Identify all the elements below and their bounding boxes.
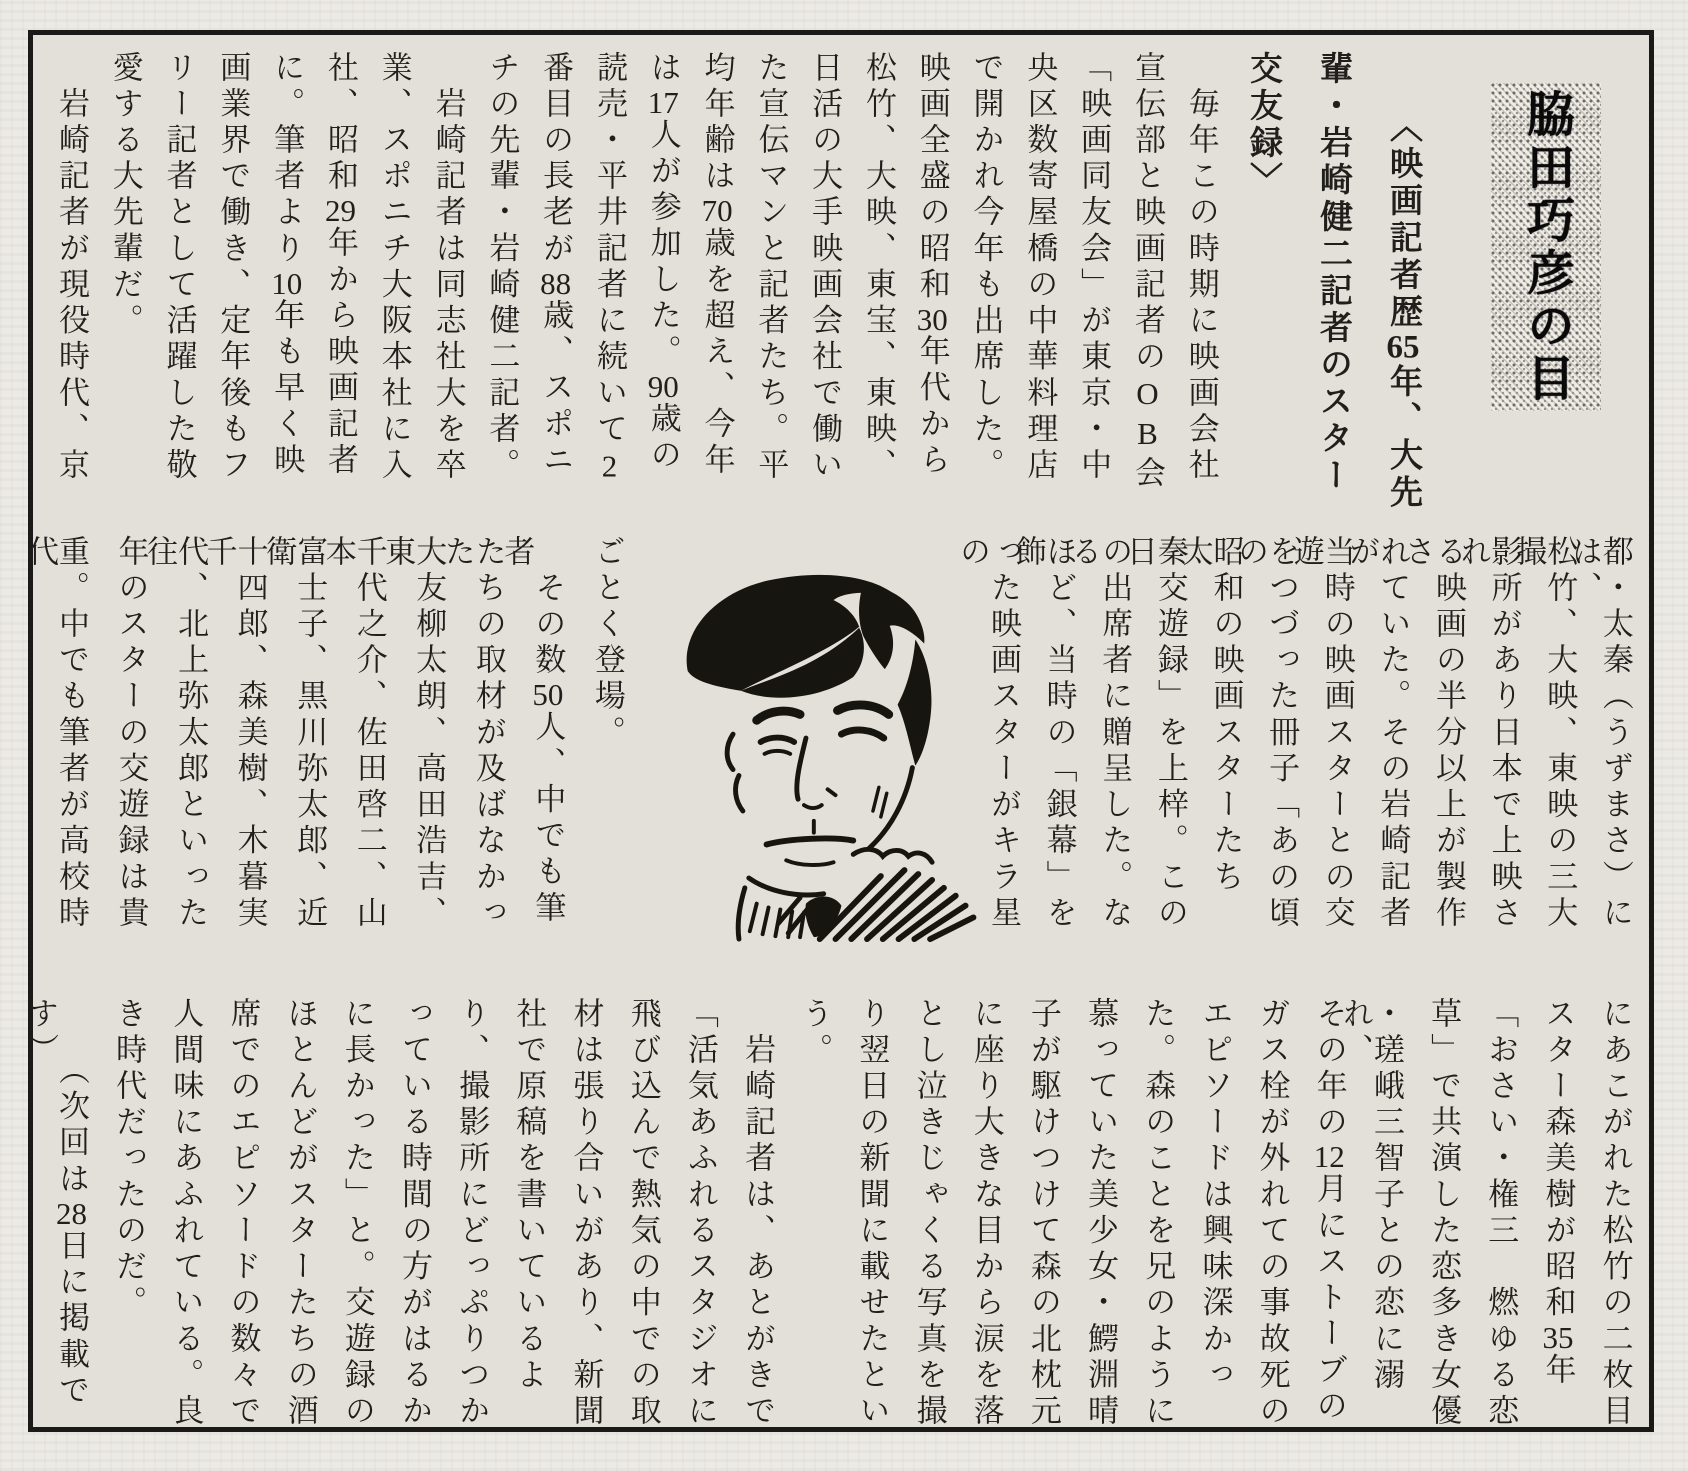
article-frame (23, 30, 1654, 1432)
text-column: る映画の半分以上が製作さ (1400, 535, 1466, 933)
text-column: に座り大きな目から涙を落 (968, 997, 1004, 1431)
text-column: 岩崎記者は同志社大を卒 (430, 51, 466, 485)
band1-body (51, 51, 1217, 519)
column-title: 脇田巧彦の目 (1519, 88, 1573, 406)
text-column: スター森美樹が昭和35年 (1540, 997, 1576, 1390)
text-column: た。森のことを兄のように (1140, 997, 1176, 1431)
text-column: 「映画同友会」が東京・中 (1076, 51, 1112, 485)
text-column: で開かれ今年も出席した。 (968, 51, 1004, 485)
text-column: 毎年この時期に映画会社 (1183, 51, 1219, 485)
text-column: ほど、当時の「銀幕」を飾 (1010, 535, 1077, 933)
text-column: 宣伝部と映画記者のOB会 (1129, 51, 1165, 493)
text-column: ・瑳峨三智子との恋に溺れ、 (1337, 997, 1404, 1395)
text-column: 富士子、黒川弥太郎、近衛 (261, 535, 328, 933)
text-column: 影所があり日本で上映され (1455, 535, 1522, 933)
text-column: ガス栓が外れての事故死の (1254, 997, 1290, 1431)
text-column: 十四郎、森美樹、木暮実千 (201, 535, 268, 933)
text-column: その年の12月にストーブの (1311, 997, 1347, 1426)
text-column: った映画スターがキラ星の (955, 535, 1021, 933)
text-column: き時代だったのだ。 (111, 997, 147, 1323)
portrait-sketch-icon (627, 541, 979, 945)
text-column: 〈映画記者歴65年、大先 (1385, 109, 1421, 512)
text-column: 草」で共演した恋多き女優 (1426, 997, 1462, 1431)
text-column: に長かった」と。交遊録の (339, 997, 375, 1431)
text-column: 材は張り合いがあり、新聞 (568, 997, 604, 1431)
text-column: う。 (797, 997, 833, 1070)
text-column: 業、スポニチ大阪本社に入 (376, 51, 412, 485)
text-column: たちの取材が及ばなかった (439, 535, 506, 933)
text-column: の出席者に贈呈した。なる (1066, 535, 1133, 933)
text-column: 重。中でも筆者が高校時代 (23, 535, 89, 933)
band2-right-block (955, 535, 1633, 957)
text-column: り翌日の新聞に載せたとい (854, 997, 890, 1431)
column-title-box (1491, 83, 1601, 411)
text-column: 均年齢は70歳を超え、今年 (699, 51, 735, 480)
text-column: た宣伝マンと記者たち。平 (753, 51, 789, 485)
text-column: 松竹、大映、東映の三大撮 (1511, 535, 1578, 933)
text-column: 「活気あふれるスタジオに (682, 997, 718, 1431)
text-column: 社で原稿を書いているよ (511, 997, 547, 1395)
text-column: 人間味にあふれている。良 (168, 997, 204, 1431)
text-column: （次回は28日に掲載です） (23, 997, 89, 1410)
text-column: 都・太秦（うずまさ）には、 (1566, 535, 1633, 933)
text-column: 岩崎記者が現役時代、京 (54, 51, 89, 485)
text-column: れていた。その岩崎記者が (1344, 535, 1411, 933)
text-column: 映画全盛の昭和30年代から (914, 51, 950, 480)
text-column: をつづった冊子「あの頃の (1233, 535, 1300, 933)
text-column: 「おさい・権三 燃ゆる恋 (1483, 997, 1519, 1431)
text-column: 千代之介、佐田啓二、山本 (320, 535, 387, 933)
text-column: 読売・平井記者に続いて2 (591, 51, 627, 489)
text-column: その数50人、中でも筆者 (499, 535, 566, 928)
text-column: 日活の大手映画会社で働い (807, 51, 843, 485)
text-column: ほとんどがスターたちの酒 (282, 997, 318, 1431)
text-column: 交友録〉 (1245, 51, 1281, 199)
text-column: 番目の長老が88歳、スポニ (538, 51, 574, 480)
text-column: 大友柳太朗、高田浩吉、東 (380, 535, 447, 933)
text-column: 席でのエピソードの数々で (225, 997, 261, 1431)
text-column: ごとく登場。 (589, 535, 625, 752)
text-column: っている時間の方がはるか (397, 997, 433, 1431)
band2-left-block (23, 535, 625, 957)
text-column: とし泣きじゃくる写真を撮 (911, 997, 947, 1431)
text-column: り、撮影所にどっぷりつか (454, 997, 490, 1431)
text-column: リー記者として活躍した敬 (161, 51, 197, 485)
text-column: 慕っていた美少女・鰐淵晴 (1083, 997, 1119, 1431)
text-column: エピソードは興味深かっ (1197, 997, 1233, 1395)
text-column: 飛び込んで熱気の中での取 (625, 997, 661, 1431)
text-column: チの先輩・岩崎健二記者。 (484, 51, 520, 485)
text-column: 画業界で働き、定年後もフ (215, 51, 251, 485)
text-band-1 (51, 51, 1419, 519)
text-column: 代、北上弥太郎といった往 (142, 535, 209, 933)
text-column: 愛する大先輩だ。 (107, 51, 143, 340)
text-column: 松竹、大映、東宝、東映、 (860, 51, 896, 485)
text-column: 輩・岩崎健二記者のスター (1315, 51, 1351, 495)
text-column: 社、昭和29年から映画記者 (322, 51, 358, 480)
text-band-3 (23, 997, 1633, 1449)
text-column: は17人が参加した。90歳の (645, 51, 681, 475)
text-column: 昭和の映画スターたち 太 (1177, 535, 1244, 933)
lead-block (1243, 51, 1419, 519)
text-band-2 (23, 535, 1633, 957)
text-column: 央区数寄屋橋の中華料理店 (1022, 51, 1058, 485)
text-column: 秦交遊録」を上梓。この日 (1121, 535, 1188, 933)
text-column: 年のスターの交遊録は貴 (113, 535, 149, 933)
text-column: に。筆者より10年も早く映 (269, 51, 305, 480)
text-column: にあこがれた松竹の二枚目 (1597, 997, 1633, 1431)
text-column: 子が駆けつけて森の北枕元 (1025, 997, 1061, 1431)
text-column: 岩崎記者は、あとがきで (740, 997, 776, 1431)
text-column: 当時の映画スターとの交遊 (1288, 535, 1355, 933)
